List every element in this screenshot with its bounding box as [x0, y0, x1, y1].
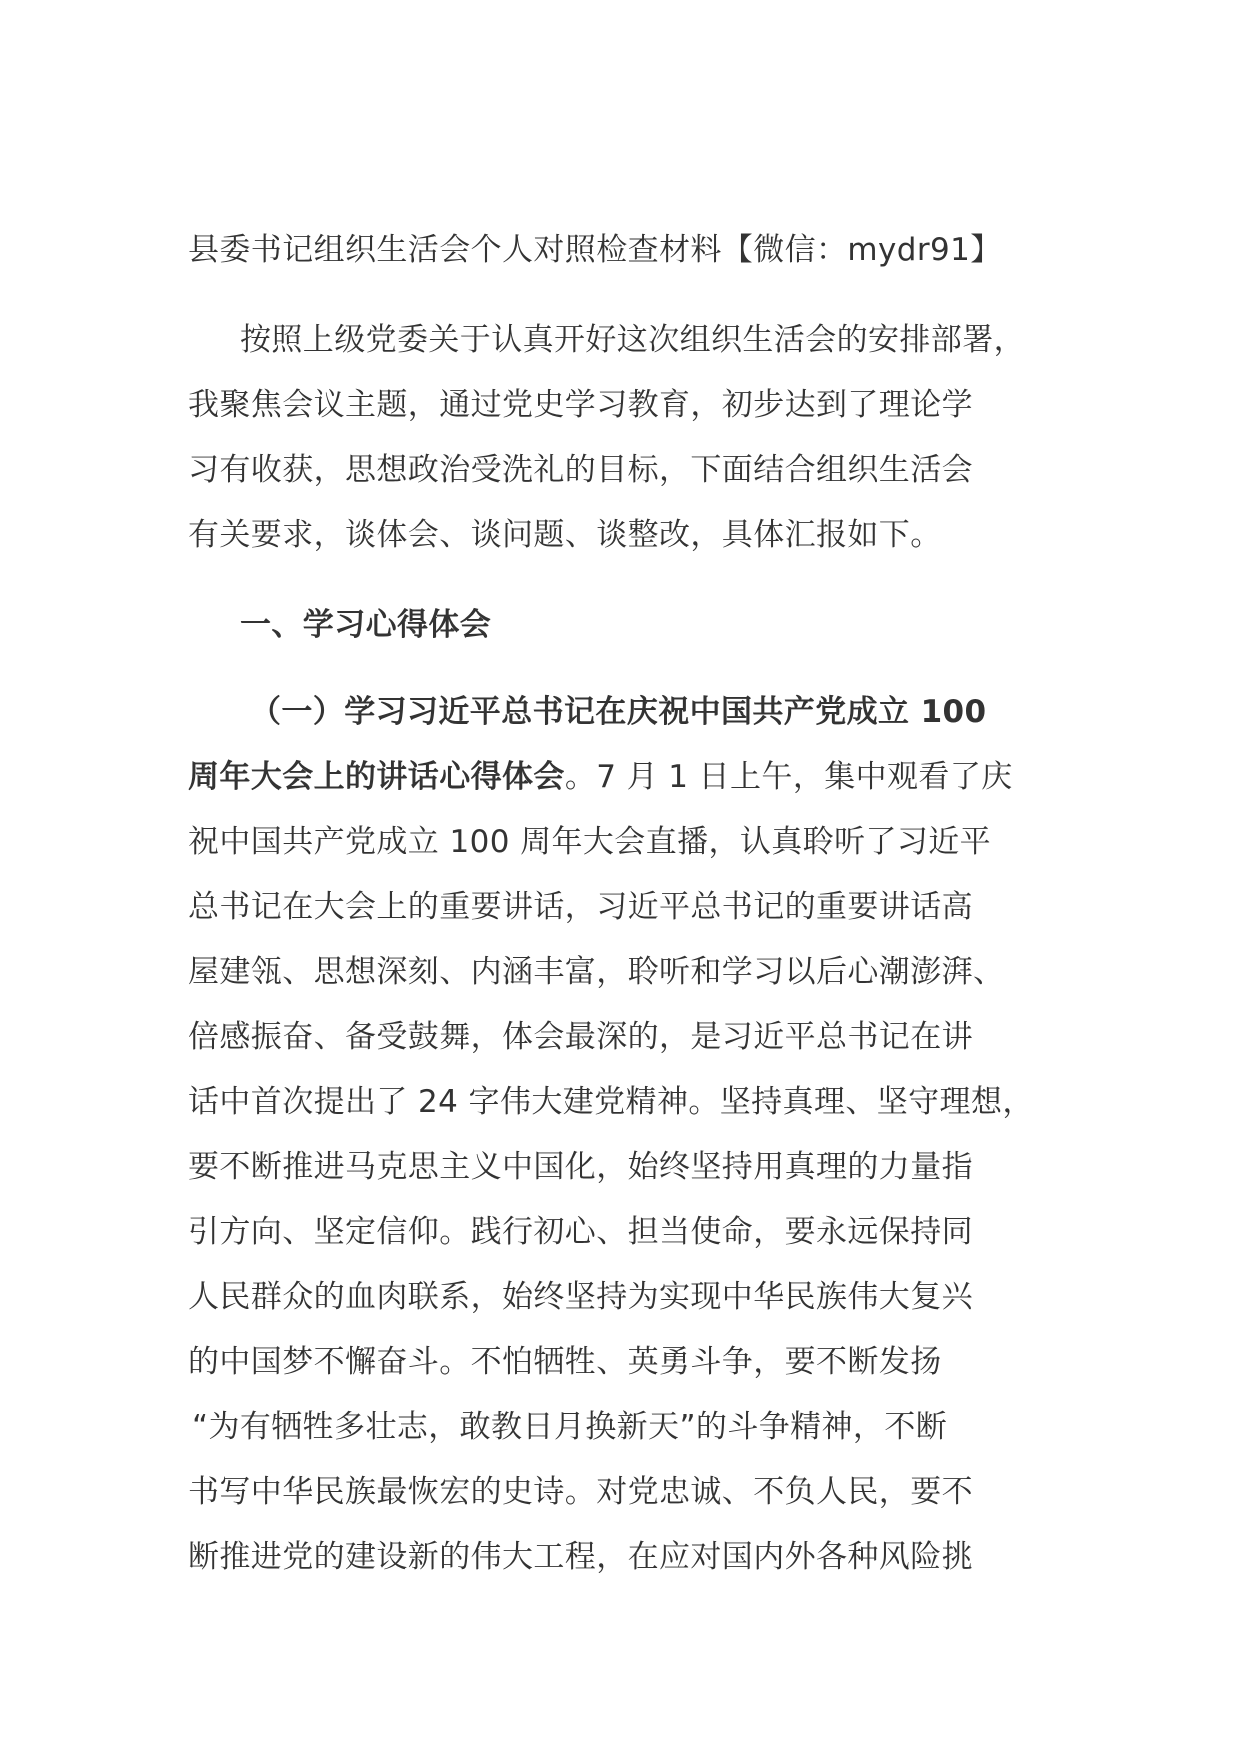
paragraph-line: 的中国梦不懈奋斗。不怕牺牲、英勇斗争，要不断发扬	[188, 1344, 942, 1380]
paragraph-text: 。7 月 1 日上午，集中观看了庆	[564, 759, 1013, 795]
paragraph-line: 有关要求，谈体会、谈问题、谈整改，具体汇报如下。	[188, 517, 942, 553]
section-heading: 一、学习心得体会	[240, 607, 492, 643]
paragraph-line: 倍感振奋、备受鼓舞，体会最深的，是习近平总书记在讲	[188, 1019, 973, 1055]
paragraph-line	[188, 745, 1068, 810]
paragraph-line: 引方向、坚定信仰。践行初心、担当使命，要永远保持同	[188, 1214, 973, 1250]
paragraph-line: “为有牺牲多壮志，敢教日月换新天”的斗争精神，不断	[192, 1409, 948, 1445]
paragraph-line: 我聚焦会议主题，通过党史学习教育，初步达到了理论学	[188, 387, 973, 423]
paragraph-line: 祝中国共产党成立 100 周年大会直播，认真聆听了习近平	[188, 824, 992, 860]
intro-paragraph	[188, 308, 1068, 568]
paragraph-line: 总书记在大会上的重要讲话，习近平总书记的重要讲话高	[188, 889, 973, 925]
paragraph-line: 习有收获，思想政治受洗礼的目标，下面结合组织生活会	[188, 452, 973, 488]
subsection-heading: （一）学习习近平总书记在庆祝中国共产党成立 100	[250, 694, 987, 730]
subsection-paragraph	[188, 680, 1068, 1590]
subsection-heading-continued: 周年大会上的讲话心得体会	[188, 759, 565, 795]
paragraph-line: 按照上级党委关于认真开好这次组织生活会的安排部署，	[240, 322, 1025, 358]
document-page	[188, 218, 1068, 1590]
document-title: 县委书记组织生活会个人对照检查材料【微信：mydr91】	[188, 232, 1002, 268]
paragraph-line: 书写中华民族最恢宏的史诗。对党忠诚、不负人民，要不	[188, 1474, 973, 1510]
paragraph-line: 断推进党的建设新的伟大工程，在应对国内外各种风险挑	[188, 1539, 973, 1575]
paragraph-line: 话中首次提出了 24 字伟大建党精神。坚持真理、坚守理想，	[188, 1084, 1034, 1120]
paragraph-line: 人民群众的血肉联系，始终坚持为实现中华民族伟大复兴	[188, 1279, 973, 1315]
paragraph-line: 要不断推进马克思主义中国化，始终坚持用真理的力量指	[188, 1149, 973, 1185]
paragraph-line: 屋建瓴、思想深刻、内涵丰富，聆听和学习以后心潮澎湃、	[188, 954, 1005, 990]
